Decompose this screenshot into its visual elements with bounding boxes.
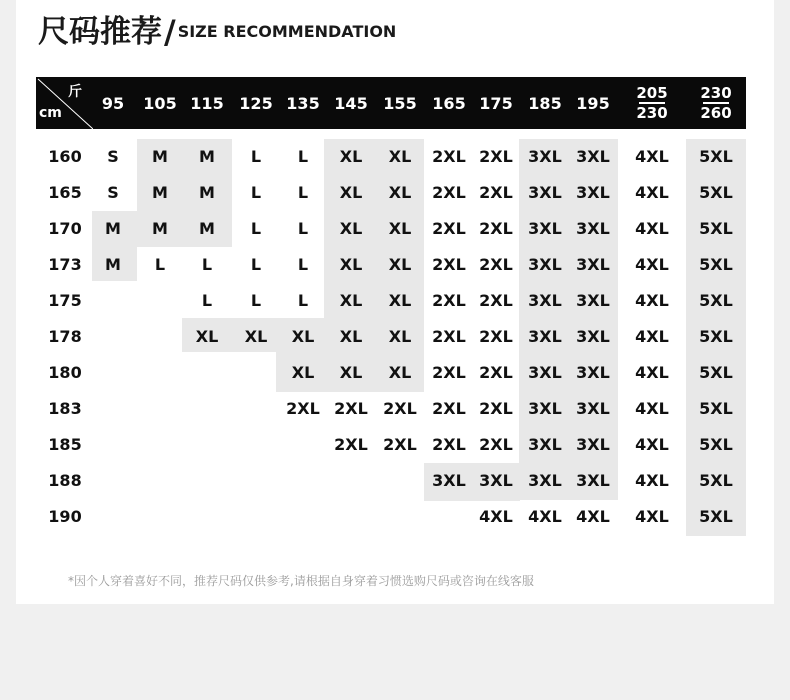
size-cell: 5XL — [699, 506, 733, 526]
size-cell: 4XL — [528, 506, 562, 526]
size-cell: XL — [388, 254, 412, 274]
size-cell: XL — [388, 146, 412, 166]
height-label-180: 180 — [48, 362, 82, 382]
weight-header-11: 205 230 — [636, 84, 668, 122]
size-cell: 5XL — [699, 182, 733, 202]
size-cell: 4XL — [576, 506, 610, 526]
weight-header-7: 165 — [432, 93, 466, 113]
weight-unit-label: 斤 — [68, 84, 82, 100]
size-cell: 2XL — [432, 398, 466, 418]
size-cell: XL — [388, 290, 412, 310]
page-title — [38, 12, 396, 52]
size-cell: 5XL — [699, 326, 733, 346]
size-cell: L — [250, 146, 262, 166]
height-label-175: 175 — [48, 290, 82, 310]
size-cell: 4XL — [635, 506, 669, 526]
size-cell: 3XL — [576, 146, 610, 166]
size-cell: 4XL — [479, 506, 513, 526]
size-cell: 2XL — [383, 398, 417, 418]
size-cell: 3XL — [479, 470, 513, 490]
size-cell: L — [250, 182, 262, 202]
size-cell: L — [201, 290, 213, 310]
size-cell: M — [199, 218, 215, 238]
size-cell: 2XL — [479, 434, 513, 454]
weight-header-3: 125 — [239, 93, 273, 113]
size-cell: L — [297, 182, 309, 202]
size-cell: 5XL — [699, 146, 733, 166]
size-cell: 2XL — [479, 218, 513, 238]
size-cell: L — [250, 218, 262, 238]
size-cell: 4XL — [635, 218, 669, 238]
title-slash: / — [164, 13, 176, 51]
size-cell: 4XL — [635, 146, 669, 166]
weight-header-9: 185 — [528, 93, 562, 113]
size-cell: 2XL — [479, 326, 513, 346]
size-cell: 5XL — [699, 218, 733, 238]
size-cell: XL — [244, 326, 268, 346]
size-cell: 3XL — [576, 434, 610, 454]
size-cell: XL — [339, 326, 363, 346]
size-cell: 2XL — [479, 146, 513, 166]
size-cell: 4XL — [635, 254, 669, 274]
height-label-188: 188 — [48, 470, 82, 490]
weight-header-8: 175 — [479, 93, 513, 113]
weight-header-2: 115 — [190, 93, 224, 113]
height-unit-label: cm — [39, 105, 62, 121]
title-english: SIZE RECOMMENDATION — [177, 22, 397, 41]
size-cell: 2XL — [286, 398, 320, 418]
size-cell: 2XL — [432, 326, 466, 346]
weight-header-10: 195 — [576, 93, 610, 113]
size-cell: M — [152, 182, 168, 202]
height-label-160: 160 — [48, 146, 82, 166]
size-cell: 2XL — [479, 398, 513, 418]
size-cell: M — [105, 218, 121, 238]
size-cell: XL — [339, 218, 363, 238]
size-cell: XL — [388, 362, 412, 382]
footnote: *因个人穿着喜好不同，推荐尺码仅供参考,请根据自身穿着习惯选购尺码或咨询在线客服 — [68, 574, 534, 588]
size-cell: 3XL — [528, 434, 562, 454]
size-cell: 3XL — [528, 398, 562, 418]
size-cell: 4XL — [635, 290, 669, 310]
size-cell: 3XL — [528, 146, 562, 166]
size-cell: 4XL — [635, 398, 669, 418]
size-cell: 2XL — [432, 254, 466, 274]
size-cell: L — [297, 254, 309, 274]
size-cell: S — [107, 146, 119, 166]
size-cell: 5XL — [699, 290, 733, 310]
title-chinese: 尺码推荐 — [38, 14, 162, 50]
size-cell: 2XL — [432, 146, 466, 166]
size-cell: 3XL — [576, 326, 610, 346]
size-cell: 3XL — [576, 362, 610, 382]
size-cell: XL — [388, 182, 412, 202]
weight-header-4: 135 — [286, 93, 320, 113]
size-cell: 3XL — [528, 326, 562, 346]
size-cell: L — [250, 290, 262, 310]
size-cell: L — [297, 290, 309, 310]
size-cell: M — [199, 146, 215, 166]
size-cell: L — [297, 218, 309, 238]
size-cell: 2XL — [479, 362, 513, 382]
size-cell: L — [250, 254, 262, 274]
size-cell: 2XL — [479, 182, 513, 202]
size-cell: 4XL — [635, 326, 669, 346]
size-cell: 4XL — [635, 182, 669, 202]
size-cell: 3XL — [576, 398, 610, 418]
size-cell: 3XL — [528, 182, 562, 202]
size-cell: 3XL — [576, 254, 610, 274]
size-cell: XL — [388, 218, 412, 238]
size-cell: 3XL — [528, 470, 562, 490]
size-cell: XL — [388, 326, 412, 346]
size-cell: M — [152, 218, 168, 238]
size-cell: XL — [339, 362, 363, 382]
size-cell: L — [201, 254, 213, 274]
size-cell: 5XL — [699, 470, 733, 490]
size-cell: XL — [291, 362, 315, 382]
size-cell: XL — [195, 326, 219, 346]
size-cell: XL — [339, 146, 363, 166]
height-label-190: 190 — [48, 506, 82, 526]
size-cell: 5XL — [699, 398, 733, 418]
size-cell: 5XL — [699, 434, 733, 454]
size-cell: 3XL — [528, 290, 562, 310]
size-cell: 2XL — [432, 182, 466, 202]
size-cell: 2XL — [383, 434, 417, 454]
size-cell: 3XL — [432, 470, 466, 490]
height-label-183: 183 — [48, 398, 82, 418]
size-cell: 2XL — [432, 434, 466, 454]
height-label-178: 178 — [48, 326, 82, 346]
size-cell: XL — [339, 182, 363, 202]
corner-diagonal-line — [36, 77, 93, 129]
weight-header-12: 230 260 — [700, 84, 732, 122]
size-cell: 4XL — [635, 470, 669, 490]
size-cell: L — [154, 254, 166, 274]
height-label-170: 170 — [48, 218, 82, 238]
height-label-185: 185 — [48, 434, 82, 454]
weight-header-6: 155 — [383, 93, 417, 113]
weight-header-1: 105 — [143, 93, 177, 113]
size-cell: M — [105, 254, 121, 274]
size-cell: 2XL — [432, 218, 466, 238]
size-cell: M — [152, 146, 168, 166]
size-cell: 3XL — [528, 362, 562, 382]
size-cell: 3XL — [576, 470, 610, 490]
weight-header-5: 145 — [334, 93, 368, 113]
size-cell: XL — [339, 254, 363, 274]
size-cell: L — [297, 146, 309, 166]
weight-header-0: 95 — [101, 93, 125, 113]
size-cell: 5XL — [699, 362, 733, 382]
size-cell: 2XL — [479, 254, 513, 274]
size-cell: M — [199, 182, 215, 202]
size-cell: XL — [291, 326, 315, 346]
size-cell: 3XL — [528, 218, 562, 238]
size-cell: 3XL — [576, 290, 610, 310]
size-cell: 2XL — [432, 290, 466, 310]
size-cell: 4XL — [635, 434, 669, 454]
size-cell: 5XL — [699, 254, 733, 274]
size-cell: S — [107, 182, 119, 202]
height-label-165: 165 — [48, 182, 82, 202]
size-cell: 2XL — [432, 362, 466, 382]
size-cell: 3XL — [576, 182, 610, 202]
size-cell: 4XL — [635, 362, 669, 382]
header-corner — [36, 77, 93, 129]
size-cell: 2XL — [479, 290, 513, 310]
height-label-173: 173 — [48, 254, 82, 274]
size-cell: 3XL — [528, 254, 562, 274]
size-cell: 2XL — [334, 398, 368, 418]
size-cell: 3XL — [576, 218, 610, 238]
size-cell: 2XL — [334, 434, 368, 454]
size-cell: XL — [339, 290, 363, 310]
